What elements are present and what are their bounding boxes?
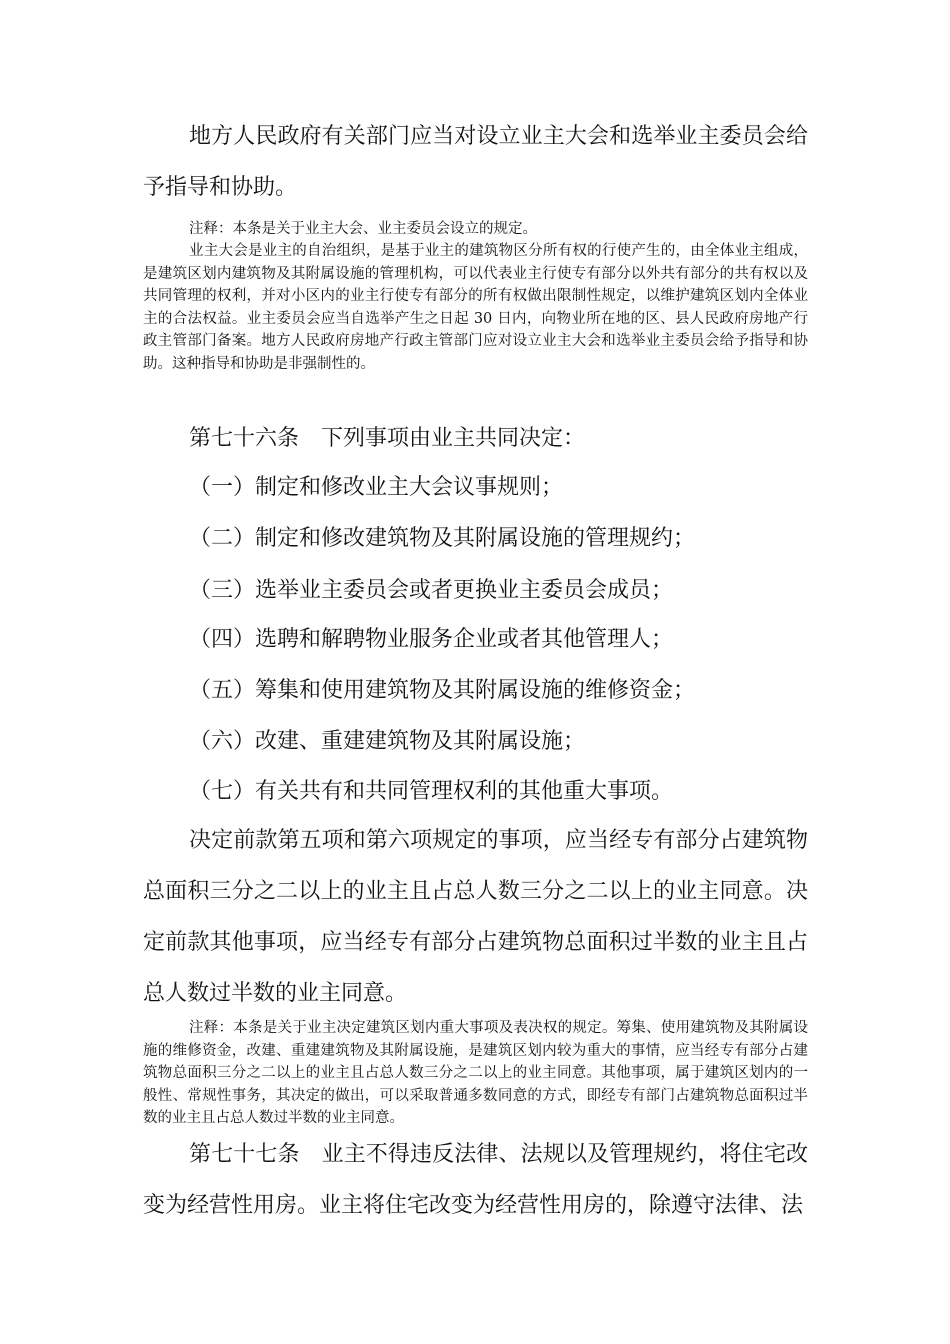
paragraph-decision: 决定前款第五项和第六项规定的事项，应当经专有部分占建筑物总面积三分之二以上的业主且占总人数三分之二以上的业主同意。决定前款其他事项，应当经专有部分占建筑物总面积过半数的业主且占总人数过半数的业主同意。 [143, 828, 808, 1006]
list-item-2: （二）制定和修改建筑物及其附属设施的管理规约； [189, 526, 696, 551]
note-1-title: 注释：本条是关于业主大会、业主委员会设立的规定。 [189, 221, 537, 237]
article-76-text: 下列事项由业主共同决定： [321, 426, 586, 451]
list-item-3: （三）选举业主委员会或者更换业主委员会成员； [189, 578, 674, 603]
list-item-7: （七）有关共有和共同管理权利的其他重大事项。 [189, 779, 674, 804]
list-item-4: （四）选聘和解聘物业服务企业或者其他管理人； [189, 627, 674, 652]
note-1-body: 业主大会是业主的自治组织，是基于业主的建筑物区分所有权的行使产生的，由全体业主组成，是建筑区划内建筑物及其附属设施的管理机构，可以代表业主行使专有部分以外共有部分的共有权以及共同管理的权利，并对小区内的业主行使专有部分的所有权做出限制性规定，以维护建筑区划内全体业主的合法权益。业主委员会应当自选举产生之日起 30 日内，向物业所在地的区、县人民政府房地产行政主管部门备案。地方人民政府房地产行政主管部门应对设立业主大会和选举业主委员会给予指导和协助。这种指导和协助是非强制性的。 [143, 243, 808, 372]
list-item-5: （五）筹集和使用建筑物及其附属设施的维修资金； [189, 678, 696, 703]
article-76-heading [189, 424, 854, 454]
note-2: 注释：本条是关于业主决定建筑区划内重大事项及表决权的规定。筹集、使用建筑物及其附属设施的维修资金，改建、重建建筑物及其附属设施，是建筑区划内较为重大的事情，应当经专有部分占建筑物总面积三分之二以上的业主且占总人数三分之二以上的业主同意。其他事项，属于建筑区划内的一般性、常规性事务，其决定的做出，可以采取普通多数同意的方式，即经专有部门占建筑物总面积过半数的业主且占总人数过半数的业主同意。 [143, 1020, 808, 1126]
list-item-6: （六）改建、重建建筑物及其附属设施； [189, 729, 586, 754]
paragraph-guidance: 地方人民政府有关部门应当对设立业主大会和选举业主委员会给予指导和协助。 [143, 124, 808, 200]
list-item-1: （一）制定和修改业主大会议事规则； [189, 475, 564, 500]
article-77-number: 第七十七条 [189, 1142, 300, 1167]
article-76-number: 第七十六条 [189, 426, 300, 451]
article-77-text: 业主不得违反法律、法规以及管理规约，将住宅改变为经营性用房。业主将住宅改变为经营性用房的，除遵守法律、法 [143, 1142, 808, 1218]
article-77-paragraph [143, 1129, 808, 1231]
